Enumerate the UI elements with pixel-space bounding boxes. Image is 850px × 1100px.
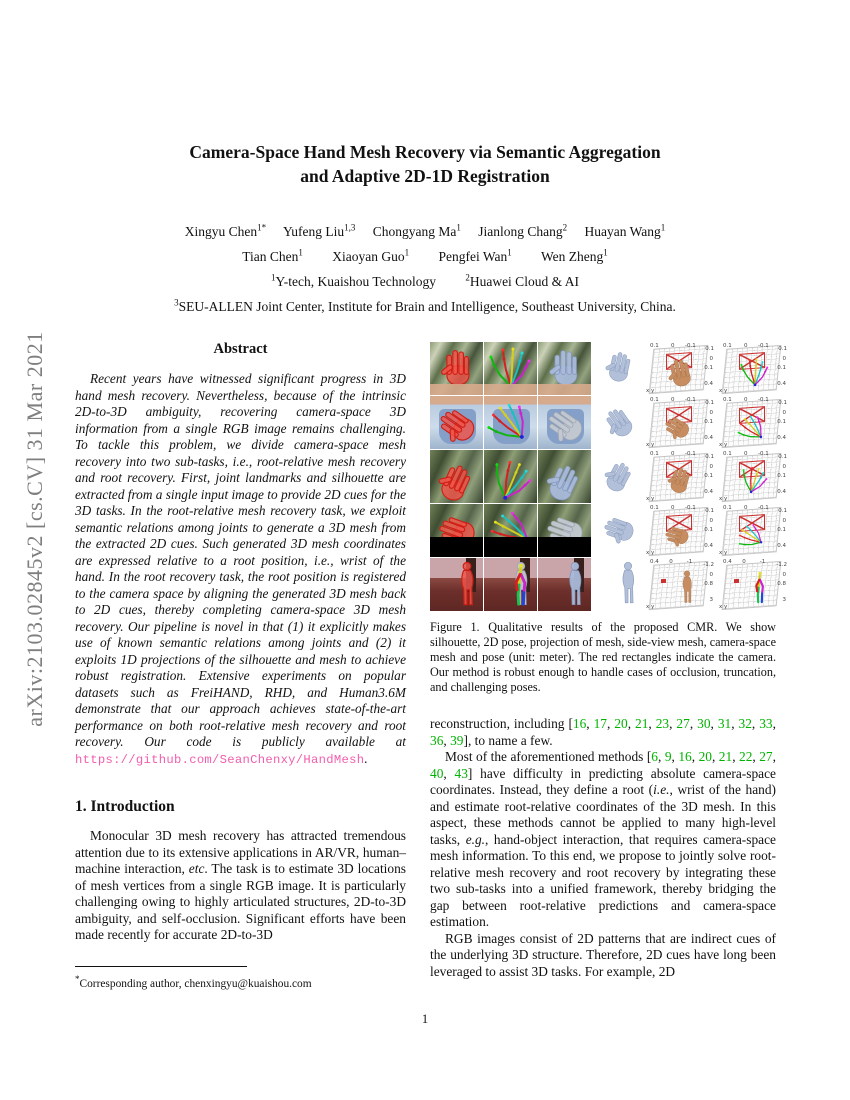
silhouette-panel [430,450,483,503]
pose-skeleton-shape [484,450,537,503]
side-view-mesh-panel [596,396,641,449]
intro-paragraph: Monocular 3D mesh recovery has attracted tremendous attention due to its extensive applications in AR/VR, human–machine interaction, etc. The task is to estimate 3D locations of mesh vertices from a single RGB image. It is particularly challenging owing to highly articulated structures, 2D-to-3D ambiguity, and self-occlusion. Significant efforts have been made recently for accurate 2D-to-3D [75,828,406,942]
section-heading-introduction: 1. Introduction [75,798,175,815]
hand-silhouette-shape [430,396,483,449]
figure-1-caption: Figure 1. Qualitative results of the proposed CMR. We show silhouette, 2D pose, projection of mesh, side-view mesh, camera-space mesh and pose (unit: meter). The red rectangles indicate the camera. Our method is robust enough to handle cases of occlusion, truncation, and challenging poses. [430,620,776,694]
silhouette-panel [430,558,483,611]
author-line-2 [0,242,850,267]
silhouette-panel [430,342,483,395]
hand-mesh-shape [538,396,591,449]
figure-row-1 [430,342,789,395]
camera-space-mesh-plot: 0.1 0 -0.1 0.1 0 0.1 0.4 x y [646,505,714,556]
side-hand-shape [596,450,641,503]
side-view-mesh-panel [596,342,641,395]
body-paragraph: Most of the aforementioned methods [6, 9, 16, 20, 21, 22, 27, 40, 43] have difficulty in predicting absolute camera-space coordinates. Instead, they define a root (i.e., wrist of the hand) and estimate root-relative coordinates of the 3D mesh. In this aspect, these methods cannot be applied to many high-level tasks, e.g., hand-object interaction, that requires camera-space mesh information. To this end, we propose to jointly solve root-relative mesh recovery and root recovery by integrating these two sub-tasks into a unified framework, thereby bridging the gap between root-relative predictions and camera-space estimation. [430,749,777,929]
camera-space-mesh-plot: 0.1 0 -0.1 0.1 0 0.1 0.4 x y [646,397,714,448]
side-hand-shape [596,504,641,557]
camera-space-pose-plot: 0.1 0 -0.1 0.1 0 0.1 0.4 x y [719,397,787,448]
figure-row-2 [430,396,789,449]
pose-2d-panel [484,504,537,557]
affiliation: $^1$Y-tech, Kuaishou Technology [271,272,436,289]
author: Xiaoyan Guo$^1$ [332,247,410,264]
camera-space-pose-plot: 0.1 0 -0.1 0.1 0 0.1 0.4 x y [719,343,787,394]
affiliation-line-2 [0,292,850,317]
figure-row-4 [430,504,789,557]
pose-2d-panel [484,396,537,449]
silhouette-panel [430,504,483,557]
side-view-mesh-panel [596,504,641,557]
pose-2d-panel [484,342,537,395]
paper-title-line1: Camera-Space Hand Mesh Recovery via Semantic Aggregation [189,142,661,162]
author-line-1 [0,217,850,242]
footnote: *Corresponding author, chenxingyu@kuaishou.com [75,966,406,991]
mesh-projection-panel [538,450,591,503]
body-paragraph: reconstruction, including [16, 17, 20, 21, 23, 27, 30, 31, 32, 33, 36, 39], to name a few. [430,716,776,748]
side-view-mesh-panel [596,450,641,503]
page-number: 1 [421,1012,429,1026]
side-view-mesh-panel [596,558,641,611]
author: Wen Zheng$^1$ [540,247,608,264]
side-hand-shape [596,396,641,449]
arxiv-sidebar-label: arXiv:2103.02845v2 [cs.CV] 31 Mar 2021 [22,331,47,727]
figure-row-3 [430,450,789,503]
camera-space-mesh-plot: 0.1 0 -0.1 0.1 0 0.1 0.4 x y [646,451,714,502]
figure-1 [430,342,789,612]
github-link[interactable]: https://github.com/SeanChenxy/HandMesh [75,752,365,767]
body-silhouette-shape [430,558,483,611]
author: Jianlong Chang$^2$ [478,222,568,239]
mesh-projection-panel [538,504,591,557]
figure-row-5 [430,558,789,611]
author-block [0,217,850,317]
mesh-projection-panel [538,558,591,611]
affiliation: $^2$Huawei Cloud & AI [465,272,579,289]
hand-mesh-shape [538,342,591,395]
body-paragraph: RGB images consist of 2D patterns that are indirect cues of the underlying 3D structure. Therefore, 2D cues have long been leveraged to assist 3D tasks. For example, 2D [430,930,776,979]
right-column [430,342,787,980]
camera-space-mesh-plot: 0.1 0 -0.1 0.1 0 0.1 0.4 x y [646,343,714,394]
abstract-heading: Abstract [213,341,268,357]
camera-space-pose-plot: 0.1 0 -0.1 0.1 0 0.1 0.4 x y [719,451,787,502]
side-body-shape [596,558,641,611]
pose-skeleton-shape [484,342,537,395]
mesh-projection-panel [538,396,591,449]
camera-space-pose-plot: 0.4 0 -1 -1.2 0 0.8 3 x y [719,559,787,610]
left-column [75,341,406,944]
hand-mesh-shape [538,450,591,503]
abstract-text: Recent years have witnessed significant progress in 3D hand mesh recovery. Nevertheless, because of the intrinsic 2D-to-3D ambiguity, recovering camera-space 3D information from a single RGB image remains challenging. To tackle this problem, we divide camera-space mesh recovery into two sub-tasks, i.e., root-relative mesh recovery and root recovery. First, joint landmarks and silhouette are extracted from a single input image to provide 2D cues for the 3D tasks. In the root-relative mesh recovery task, we exploit semantic relations among joints to generate a 3D mesh from the extracted 2D cues. Such generated 3D mesh coordinates are expressed relative to a root position, i.e., wrist of the hand. In the root recovery task, the root position is registered to the camera space by aligning the generated 3D mesh back to 2D cues, thereby completing camera-space 3D mesh recovery. Our pipeline is novel in that (1) it explicitly makes use of known semantic relations among joints and (2) it exploits 1D projections of the silhouette and mesh to achieve robust registration. Extensive experiments on popular datasets such as FreiHAND, RHD, and Human3.6M demonstrate that our approach achieves state-of-the-art performance on both root-relative mesh recovery and root recovery. Our code is publicly available at https://github.com/SeanChenxy/HandMesh. [75,371,407,767]
author: Pengfei Wan$^1$ [438,247,512,264]
hand-mesh-shape [538,504,591,557]
author: Tian Chen$^1$ [242,247,303,264]
pose-2d-panel [484,450,537,503]
paper-title-line2: and Adaptive 2D-1D Registration [300,166,550,186]
author: Yufeng Liu$^{1,3}$ [282,222,356,239]
hand-silhouette-shape [430,504,483,557]
affiliation-line-1 [0,267,850,292]
silhouette-panel [430,396,483,449]
pose-2d-panel [484,558,537,611]
author: Xingyu Chen$^{1*}$ [184,222,267,239]
author: Huayan Wang$^1$ [584,222,666,239]
pose-skeleton-shape [484,396,537,449]
affiliation: $^3$SEU-ALLEN Joint Center, Institute for Brain and Intelligence, Southeast University, China. [174,297,676,314]
side-hand-shape [596,342,641,395]
hand-silhouette-shape [430,450,483,503]
paper-title [0,140,850,188]
mesh-projection-panel [538,342,591,395]
footnote-rule [75,966,247,967]
body-pose-shape [484,558,537,611]
body-mesh-shape [538,558,591,611]
author: Chongyang Ma$^1$ [372,222,461,239]
hand-silhouette-shape [430,342,483,395]
camera-space-mesh-plot: 0.4 0 -1 -1.2 0 0.8 3 x y [646,559,714,610]
pose-skeleton-shape [484,504,537,557]
camera-space-pose-plot: 0.1 0 -0.1 0.1 0 0.1 0.4 x y [719,505,787,556]
